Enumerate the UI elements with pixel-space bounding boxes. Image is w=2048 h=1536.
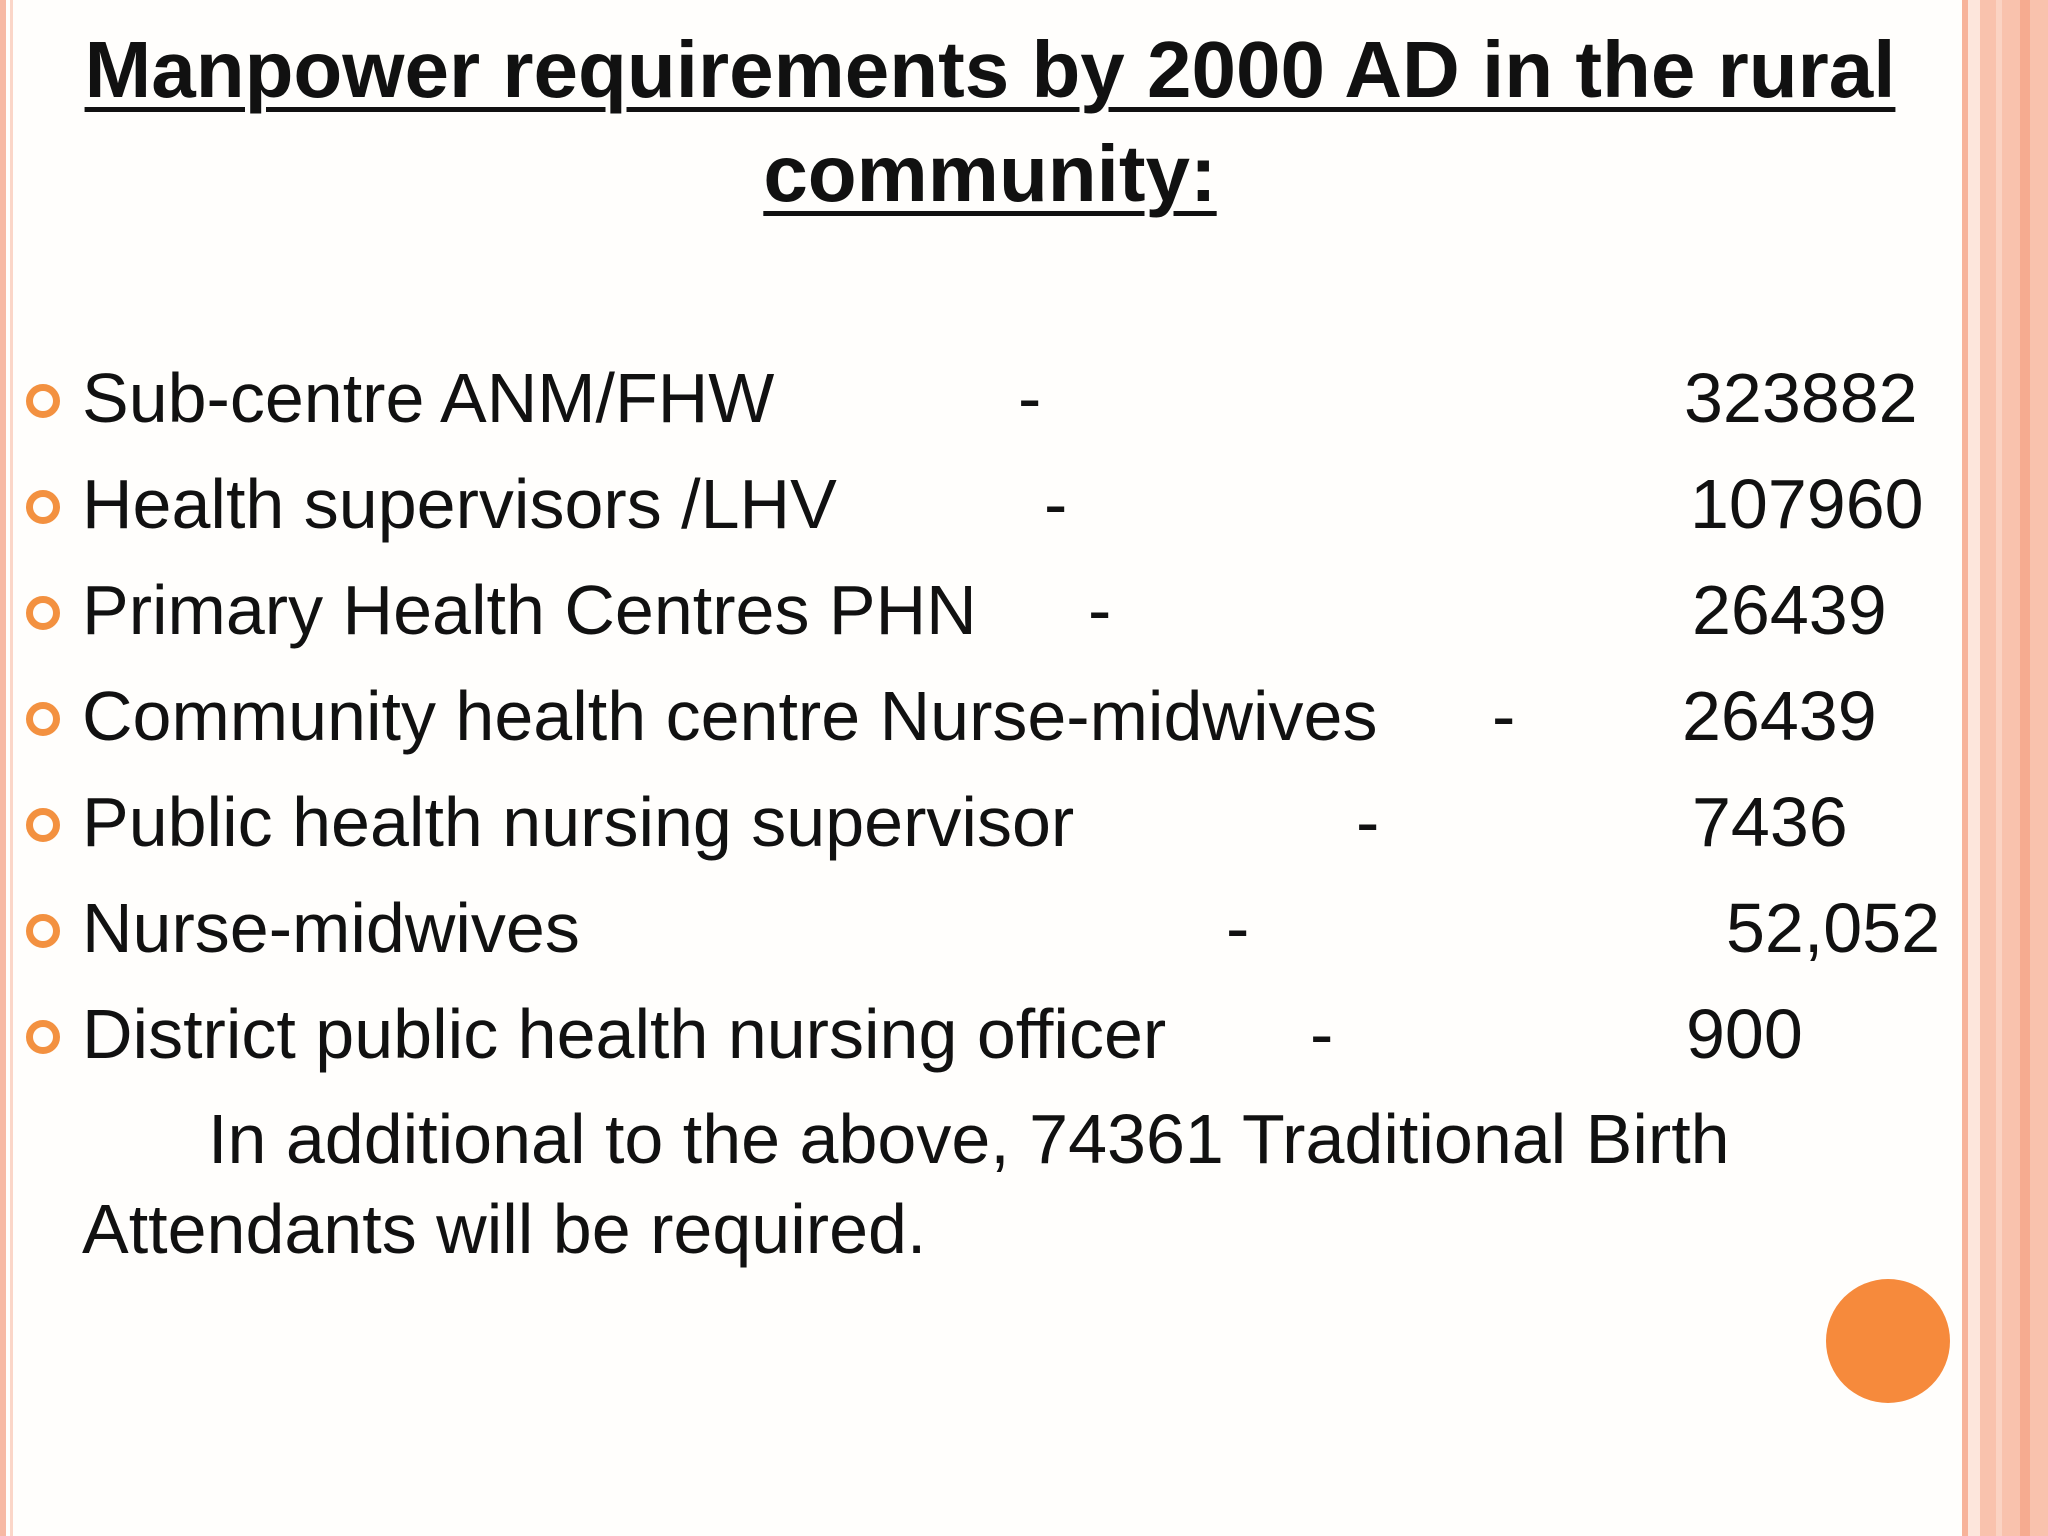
- item-label: Primary Health Centres PHN: [82, 571, 977, 649]
- ring-bullet-icon: [26, 384, 60, 418]
- item-dash: -: [1310, 995, 1334, 1073]
- item-dash: -: [1492, 677, 1516, 755]
- list-item: [0, 557, 1960, 663]
- ring-bullet-icon: [26, 490, 60, 524]
- ring-bullet-icon: [26, 808, 60, 842]
- ring-bullet-icon: [26, 702, 60, 736]
- item-dash: -: [1088, 571, 1112, 649]
- item-value: 900: [1686, 995, 1803, 1073]
- item-value: 107960: [1690, 465, 1924, 543]
- item-dash: -: [1356, 783, 1380, 861]
- right-border-band: [1980, 0, 2048, 1536]
- item-label: Sub-centre ANM/FHW: [82, 359, 775, 437]
- additional-note: In additional to the above, 74361 Traditional Birth Attendants will be required.: [82, 1100, 1730, 1268]
- item-label: Community health centre Nurse-midwives: [82, 677, 1378, 755]
- orange-circle-icon: [1826, 1279, 1950, 1403]
- list-item: [0, 345, 1960, 451]
- item-dash: -: [1044, 465, 1068, 543]
- item-value: 26439: [1692, 571, 1887, 649]
- right-border-gap: [1968, 0, 1980, 1536]
- item-value: 7436: [1692, 783, 1848, 861]
- right-border-stripe-dark: [2020, 0, 2030, 1536]
- item-dash: -: [1018, 359, 1042, 437]
- item-dash: -: [1226, 889, 1250, 967]
- item-value: 26439: [1682, 677, 1877, 755]
- requirements-list: [0, 345, 1960, 1087]
- list-item: [0, 769, 1960, 875]
- ring-bullet-icon: [26, 914, 60, 948]
- item-value: 323882: [1684, 359, 1918, 437]
- slide-title: Manpower requirements by 2000 AD in the rural community:: [84, 25, 1896, 218]
- ring-bullet-icon: [26, 1020, 60, 1054]
- item-value: 52,052: [1726, 889, 1941, 967]
- list-item: [0, 663, 1960, 769]
- right-border-stripe-light: [1996, 0, 2002, 1536]
- item-label: Health supervisors /LHV: [82, 465, 837, 543]
- item-label: District public health nursing officer: [82, 995, 1167, 1073]
- item-label: Nurse-midwives: [82, 889, 580, 967]
- ring-bullet-icon: [26, 596, 60, 630]
- item-label: Public health nursing supervisor: [82, 783, 1075, 861]
- list-item: [0, 451, 1960, 557]
- list-item: [0, 875, 1960, 981]
- list-item: [0, 981, 1960, 1087]
